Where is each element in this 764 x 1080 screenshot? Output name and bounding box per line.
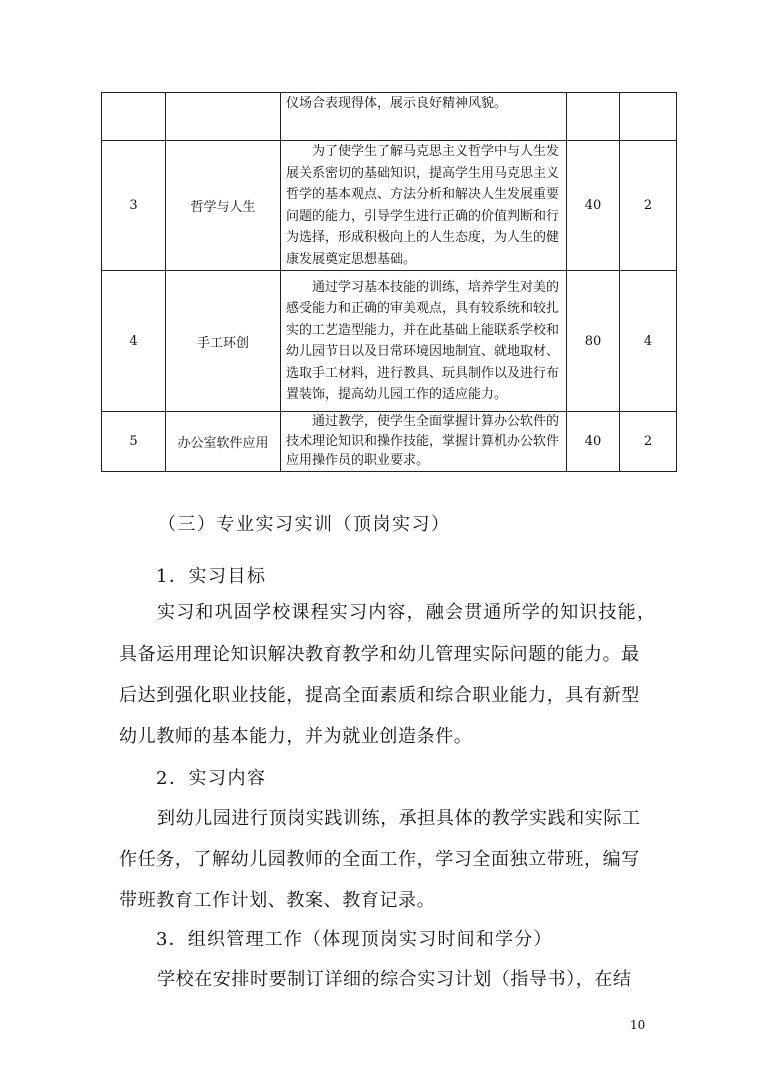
row-number: 5: [102, 412, 166, 472]
subheading-content: 2．实习内容: [156, 768, 267, 789]
paragraph-line: 幼儿教师的基本能力，并为就业创造条件。: [119, 726, 473, 747]
course-description: [281, 93, 567, 141]
course-hours: [567, 93, 620, 141]
course-name: [166, 93, 281, 141]
page-number: 10: [630, 1018, 646, 1032]
table-row: [102, 412, 677, 472]
row-number: 3: [102, 141, 166, 271]
paragraph-line: 后达到强化职业技能，提高全面素质和综合职业能力，具有新型: [119, 685, 640, 706]
course-description-text: 为了使学生了解马克思主义哲学中与人生发展关系密切的基础知识，提高学生用马克思主义哲学的基本观点、方法分析和解决人生发展重要问题的能力，引导学生进行正确的价值判断和行为选择，形成积极向上的人生态度，为人生的健康发展奠定思想基础。: [286, 144, 560, 267]
table-row: [102, 93, 677, 141]
paragraph-line: 具备运用理论知识解决教育教学和幼儿管理实际问题的能力。最: [119, 644, 640, 665]
course-name: 哲学与人生: [166, 141, 281, 271]
section-heading: （三）专业实习实训（顶岗实习）: [158, 514, 451, 535]
course-description: [281, 141, 567, 271]
row-number: [102, 93, 166, 141]
course-name: 手工环创: [166, 271, 281, 412]
paragraph-line: 学校在安排时要制订详细的综合实习计划（指导书），在结: [157, 969, 632, 990]
subheading-management: 3．组织管理工作（体现顶岗实习时间和学分）: [156, 929, 553, 950]
course-credits: 2: [620, 141, 677, 271]
course-hours: 40: [567, 141, 620, 271]
course-description: [281, 271, 567, 412]
course-hours: 40: [567, 412, 620, 472]
table-row: [102, 271, 677, 412]
course-name: 办公室软件应用: [166, 412, 281, 472]
course-description: [281, 412, 567, 472]
course-credits: 4: [620, 271, 677, 412]
course-credits: [620, 93, 677, 141]
course-table: [101, 92, 677, 472]
paragraph-line: 作任务，了解幼儿园教师的全面工作，学习全面独立带班，编写: [119, 849, 640, 870]
table-row: [102, 141, 677, 271]
course-description-text: 仪场合表现得体，展示良好精神风貌。: [286, 96, 508, 111]
subheading-goal: 1．实习目标: [156, 566, 267, 587]
paragraph-line: 到幼儿园进行顶岗实践训练，承担具体的教学实践和实际工: [157, 808, 641, 829]
paragraph-line: 带班教育工作计划、教案、教育记录。: [119, 890, 436, 911]
paragraph-line: 实习和巩固学校课程实习内容，融会贯通所学的知识技能，: [157, 602, 657, 623]
course-credits: 2: [620, 412, 677, 472]
course-description-text: 通过教学，使学生全面掌握计算办公软件的技术理论知识和操作技能，掌握计算机办公软件应用操作员的职业要求。: [286, 414, 560, 469]
course-hours: 80: [567, 271, 620, 412]
row-number: 4: [102, 271, 166, 412]
course-description-text: 通过学习基本技能的训练，培养学生对美的感受能力和正确的审美观点，具有较系统和较扎实的工艺造型能力，并在此基础上能联系学校和幼儿园节日以及日常环境因地制宜、就地取材、选取手工材料，进行教具、玩具制作以及进行布置装饰，提高幼儿园工作的适应能力。: [286, 279, 560, 402]
